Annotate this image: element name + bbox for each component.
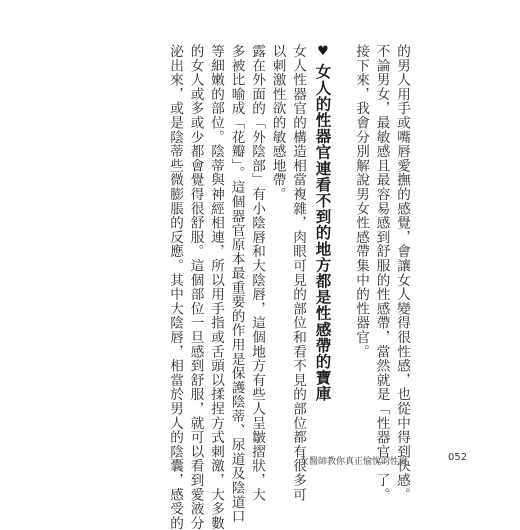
running-footer-title: 女醫師教你真正愉悅的性愛 [300,457,409,467]
body-line: 不論男女，最敏感且最容易感到舒服的性感帶，當然就是「性器官」了。 [373,44,390,502]
heart-icon: ♥ [315,44,331,60]
section-heading [312,44,333,436]
body-line: 女人性器官的構造相當複雜，肉眼可見的部位和看不見的部位都有很多可 [290,44,306,502]
section-heading-text: 女人的性器官連看不到的地方都是性感帶的寶庫 [313,63,332,402]
body-line: 等細嫩的部位。陰蒂與神經相連，所以用手指或舌頭以揉捏方式刺激，大多數 [208,44,224,530]
body-line: 以刺激性欲的敏感地帶。 [269,44,286,202]
body-line: 多被比喻成「花瓣」。這個器官原本最重要的作用是保護陰蒂、尿道及陰道口 [228,44,245,524]
page-number: 052 [448,452,468,463]
blank-line [337,44,351,436]
body-line: 的男人用手或嘴唇愛撫的感覺，會讓女人變得很性感，也從中得到快感。 [394,44,410,502]
body-line: 泌出來，或是陰蒂些微膨脹的反應。其中大陰唇，相當於男人的陰囊，感受的 [167,44,183,530]
body-line: 露在外面的「外陰部」有小陰唇和大陰唇，這個地方有些人呈皺摺狀，大 [249,44,265,502]
body-line: 接下來，我會分別解說男女性感帶集中的性器官。 [353,44,369,359]
body-line: 的女人或多或少都會覺得很舒服。這個部位一旦感到舒服，就可以看到愛液分 [187,44,204,530]
